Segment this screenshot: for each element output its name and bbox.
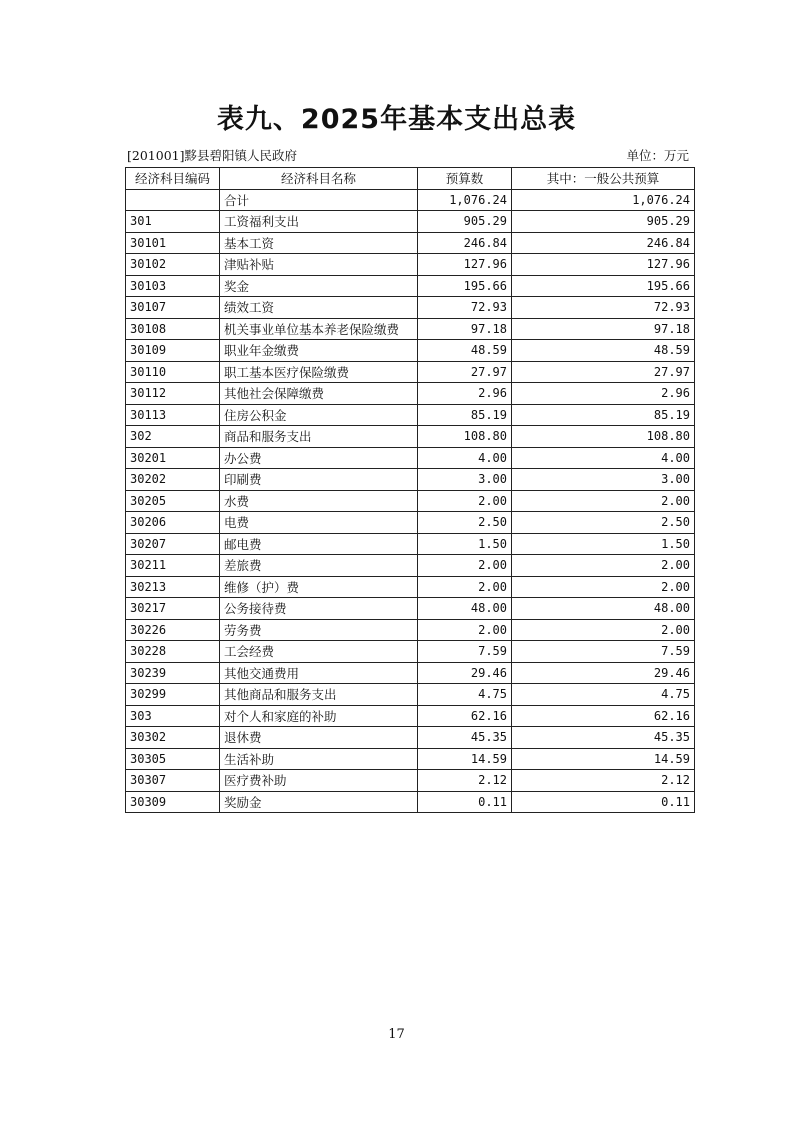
cell-general-budget: 72.93 [512,297,695,319]
cell-budget: 97.18 [418,318,512,340]
cell-name: 奖励金 [220,791,418,813]
cell-code: 30228 [126,641,220,663]
cell-budget: 4.00 [418,447,512,469]
cell-budget: 85.19 [418,404,512,426]
table-row [126,662,695,684]
cell-general-budget: 27.97 [512,361,695,383]
table-row [126,426,695,448]
table-row [126,469,695,491]
cell-code: 30307 [126,770,220,792]
cell-general-budget: 195.66 [512,275,695,297]
cell-budget: 29.46 [418,662,512,684]
cell-budget: 45.35 [418,727,512,749]
cell-name: 邮电费 [220,533,418,555]
cell-code: 30102 [126,254,220,276]
cell-code: 30112 [126,383,220,405]
header-budget: 预算数 [418,168,512,190]
table-row [126,211,695,233]
cell-name: 水费 [220,490,418,512]
cell-general-budget: 2.00 [512,555,695,577]
cell-code: 30299 [126,684,220,706]
cell-budget: 1.50 [418,533,512,555]
cell-general-budget: 905.29 [512,211,695,233]
cell-general-budget: 1,076.24 [512,189,695,211]
cell-name: 维修（护）费 [220,576,418,598]
cell-budget: 2.00 [418,576,512,598]
table-row [126,490,695,512]
cell-name: 医疗费补助 [220,770,418,792]
cell-name: 劳务费 [220,619,418,641]
cell-general-budget: 7.59 [512,641,695,663]
cell-code: 302 [126,426,220,448]
cell-general-budget: 4.00 [512,447,695,469]
cell-code: 30205 [126,490,220,512]
cell-name: 机关事业单位基本养老保险缴费 [220,318,418,340]
cell-budget: 14.59 [418,748,512,770]
cell-budget: 2.00 [418,619,512,641]
unit-label: 单位：万元 [626,148,689,163]
table-row [126,340,695,362]
cell-general-budget: 2.50 [512,512,695,534]
cell-name: 住房公积金 [220,404,418,426]
cell-general-budget: 14.59 [512,748,695,770]
cell-code: 303 [126,705,220,727]
cell-code: 30226 [126,619,220,641]
cell-name: 奖金 [220,275,418,297]
header-name: 经济科目名称 [220,168,418,190]
table-row [126,512,695,534]
table-row [126,619,695,641]
cell-budget: 2.50 [418,512,512,534]
cell-code: 30109 [126,340,220,362]
cell-general-budget: 2.96 [512,383,695,405]
cell-name: 商品和服务支出 [220,426,418,448]
cell-name: 工会经费 [220,641,418,663]
cell-name: 其他社会保障缴费 [220,383,418,405]
table-body [126,189,695,813]
cell-general-budget: 3.00 [512,469,695,491]
cell-code: 30113 [126,404,220,426]
cell-budget: 195.66 [418,275,512,297]
cell-general-budget: 97.18 [512,318,695,340]
table-row [126,533,695,555]
cell-code: 30101 [126,232,220,254]
cell-code: 30213 [126,576,220,598]
unit-organization: [201001]黟县碧阳镇人民政府 [127,148,297,163]
cell-budget: 2.96 [418,383,512,405]
cell-general-budget: 108.80 [512,426,695,448]
table-row [126,641,695,663]
cell-general-budget: 45.35 [512,727,695,749]
cell-budget: 62.16 [418,705,512,727]
header-general-budget: 其中：一般公共预算 [512,168,695,190]
table-row [126,297,695,319]
table-row [126,705,695,727]
cell-code: 30309 [126,791,220,813]
table-row [126,555,695,577]
cell-name: 其他商品和服务支出 [220,684,418,706]
table-row [126,684,695,706]
cell-name: 公务接待费 [220,598,418,620]
cell-budget: 3.00 [418,469,512,491]
cell-general-budget: 2.12 [512,770,695,792]
cell-budget: 48.59 [418,340,512,362]
table-row [126,576,695,598]
table-row [126,598,695,620]
cell-name: 职工基本医疗保险缴费 [220,361,418,383]
cell-budget: 2.12 [418,770,512,792]
cell-code: 301 [126,211,220,233]
table-row [126,404,695,426]
cell-budget: 108.80 [418,426,512,448]
cell-general-budget: 62.16 [512,705,695,727]
cell-general-budget: 246.84 [512,232,695,254]
table-row [126,447,695,469]
cell-budget: 4.75 [418,684,512,706]
cell-name: 印刷费 [220,469,418,491]
cell-name: 工资福利支出 [220,211,418,233]
cell-name: 津贴补贴 [220,254,418,276]
budget-table [125,167,695,813]
cell-budget: 2.00 [418,490,512,512]
cell-code: 30202 [126,469,220,491]
cell-name: 合计 [220,189,418,211]
cell-budget: 2.00 [418,555,512,577]
cell-budget: 7.59 [418,641,512,663]
cell-budget: 1,076.24 [418,189,512,211]
page-number: 17 [388,1027,405,1042]
table-row [126,232,695,254]
cell-name: 退休费 [220,727,418,749]
table-row [126,254,695,276]
cell-general-budget: 2.00 [512,576,695,598]
table-row [126,275,695,297]
cell-name: 基本工资 [220,232,418,254]
cell-general-budget: 2.00 [512,490,695,512]
cell-budget: 48.00 [418,598,512,620]
cell-budget: 0.11 [418,791,512,813]
cell-code: 30217 [126,598,220,620]
cell-general-budget: 48.00 [512,598,695,620]
cell-general-budget: 85.19 [512,404,695,426]
cell-code: 30305 [126,748,220,770]
cell-general-budget: 1.50 [512,533,695,555]
cell-name: 职业年金缴费 [220,340,418,362]
cell-general-budget: 48.59 [512,340,695,362]
cell-code: 30206 [126,512,220,534]
cell-code: 30110 [126,361,220,383]
cell-name: 绩效工资 [220,297,418,319]
cell-code: 30201 [126,447,220,469]
cell-code: 30108 [126,318,220,340]
cell-code: 30107 [126,297,220,319]
table-row [126,383,695,405]
cell-budget: 72.93 [418,297,512,319]
table-row [126,791,695,813]
cell-code: 30302 [126,727,220,749]
cell-code: 30103 [126,275,220,297]
cell-name: 电费 [220,512,418,534]
page-title: 表九、2025年基本支出总表 [216,104,577,135]
table-row [126,770,695,792]
table-row [126,361,695,383]
header-code: 经济科目编码 [126,168,220,190]
cell-general-budget: 0.11 [512,791,695,813]
cell-budget: 246.84 [418,232,512,254]
cell-budget: 27.97 [418,361,512,383]
table-row [126,727,695,749]
cell-name: 对个人和家庭的补助 [220,705,418,727]
table-row [126,189,695,211]
cell-budget: 127.96 [418,254,512,276]
cell-name: 其他交通费用 [220,662,418,684]
table-row [126,748,695,770]
cell-name: 差旅费 [220,555,418,577]
cell-general-budget: 2.00 [512,619,695,641]
cell-budget: 905.29 [418,211,512,233]
cell-name: 生活补助 [220,748,418,770]
cell-code [126,189,220,211]
table-row [126,318,695,340]
cell-code: 30207 [126,533,220,555]
table-header-row [126,168,695,190]
cell-general-budget: 29.46 [512,662,695,684]
cell-general-budget: 127.96 [512,254,695,276]
cell-general-budget: 4.75 [512,684,695,706]
cell-name: 办公费 [220,447,418,469]
cell-code: 30239 [126,662,220,684]
cell-code: 30211 [126,555,220,577]
